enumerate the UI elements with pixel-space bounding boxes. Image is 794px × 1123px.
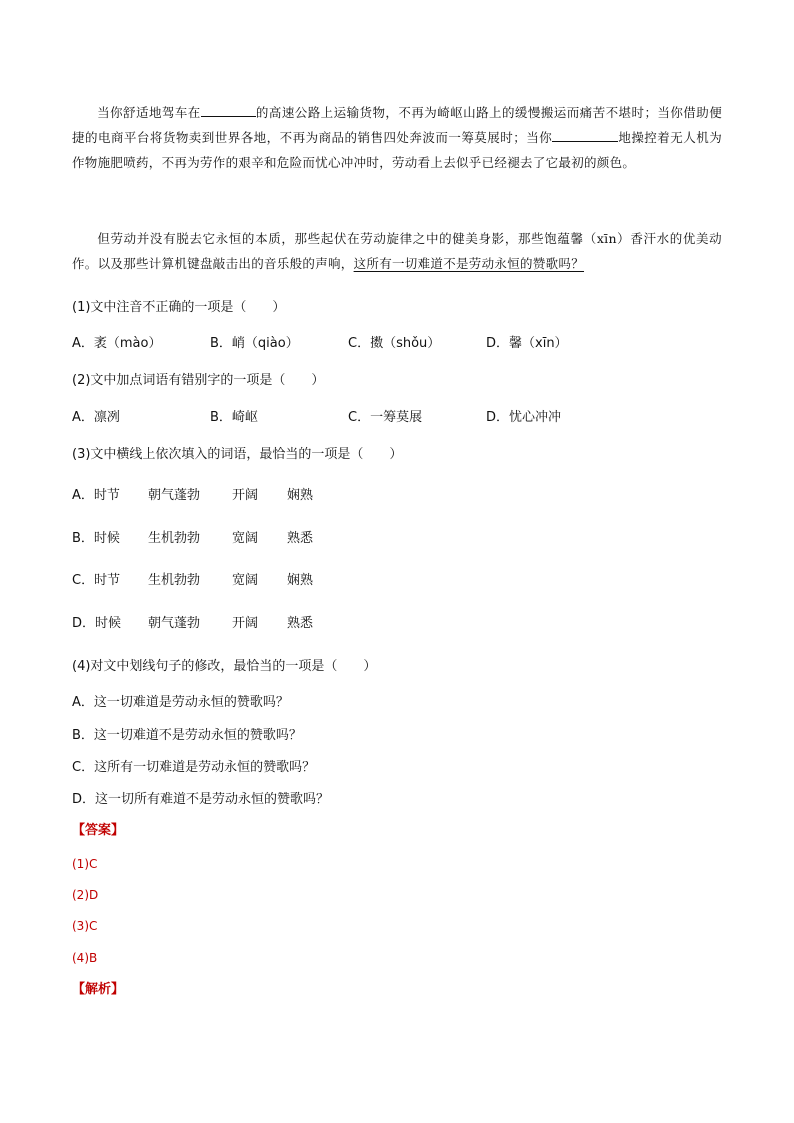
analysis-heading: 【解析】 xyxy=(72,982,125,997)
option-a xyxy=(72,486,472,506)
option-word: 开阔 xyxy=(232,488,259,503)
passage-paragraph-2 xyxy=(72,226,722,276)
fill-blank-2 xyxy=(552,127,618,142)
answer-item: (2)D xyxy=(72,888,99,902)
question-stem: (3)文中横线上依次填入的词语，最恰当的一项是（ ） xyxy=(72,447,403,462)
option-word: 熟悉 xyxy=(287,616,314,631)
option-c: C．一筹莫展 xyxy=(348,410,423,425)
option-c: C．这所有一切难道是劳动永恒的赞歌吗？ xyxy=(72,760,316,775)
passage-paragraph-1 xyxy=(72,100,722,175)
option-a: A．袤（mào） xyxy=(72,336,162,351)
option-c xyxy=(72,571,472,591)
question-stem: (2)文中加点词语有错别字的一项是（ ） xyxy=(72,373,325,388)
option-b: B．这一切难道不是劳动永恒的赞歌吗？ xyxy=(72,728,302,743)
question-stem: (4)对文中划线句子的修改，最恰当的一项是（ ） xyxy=(72,659,377,674)
answer-item: (1)C xyxy=(72,857,98,871)
option-word: 宽阔 xyxy=(232,573,259,588)
answer-item: (3)C xyxy=(72,919,98,933)
option-b: B．峭（qiào） xyxy=(210,336,299,351)
option-word: B．时候 xyxy=(72,531,120,546)
question-options xyxy=(72,334,722,354)
underlined-sentence: 这所有一切难道不是劳动永恒的赞歌吗？ xyxy=(353,256,585,271)
question-stem: (1)文中注音不正确的一项是（ ） xyxy=(72,300,286,315)
option-word: 娴熟 xyxy=(287,573,314,588)
option-b: B．崎岖 xyxy=(210,410,258,425)
option-d: D．这一切所有难道不是劳动永恒的赞歌吗？ xyxy=(72,792,330,807)
passage-text: 地操控着无人机为作物施肥喷药，不再为劳作的艰辛和危险而忧心冲冲时，劳动看上去似乎已经褪去了它最初的颜色。 xyxy=(72,130,722,170)
question-options xyxy=(72,408,722,428)
option-d: D．馨（xīn） xyxy=(486,336,568,351)
option-a: A．这一切难道是劳动永恒的赞歌吗？ xyxy=(72,695,289,710)
option-c: C．擞（shǒu） xyxy=(348,336,441,351)
option-word: 生机勃勃 xyxy=(148,573,201,588)
option-word: 朝气蓬勃 xyxy=(148,616,201,631)
fill-blank-1 xyxy=(201,102,256,117)
option-word: D．时候 xyxy=(72,616,122,631)
option-word: 开阔 xyxy=(232,616,259,631)
option-word: 生机勃勃 xyxy=(148,531,201,546)
passage-text: 当你舒适地驾车在 xyxy=(97,105,201,120)
option-a: A．凛冽 xyxy=(72,410,120,425)
passage-text: 但劳动并没有脱去它永恒的本质，那些起伏在劳动旋律之中的健美身影，那些饱蕴馨（xīn）香汗水的优美动作。以及那些计算机键盘敲击出的音乐般的声响， xyxy=(72,231,722,271)
answer-item: (4)B xyxy=(72,951,98,965)
option-word: A．时节 xyxy=(72,488,120,503)
answer-heading: 【答案】 xyxy=(72,823,125,838)
option-b xyxy=(72,529,472,549)
option-word: 娴熟 xyxy=(287,488,314,503)
option-word: 朝气蓬勃 xyxy=(148,488,201,503)
passage-text: 的高速公路上运输货物，不再为崎岖山路上的缓慢搬运而痛苦不堪时；当你借助便捷的电商平台将货物卖到世界各地，不再为商品的销售四处奔波而一筹莫展时；当你 xyxy=(72,105,722,145)
option-d xyxy=(72,614,472,634)
option-word: C．时节 xyxy=(72,573,121,588)
option-word: 熟悉 xyxy=(287,531,314,546)
option-word: 宽阔 xyxy=(232,531,259,546)
option-d: D．忧心冲冲 xyxy=(486,410,562,425)
